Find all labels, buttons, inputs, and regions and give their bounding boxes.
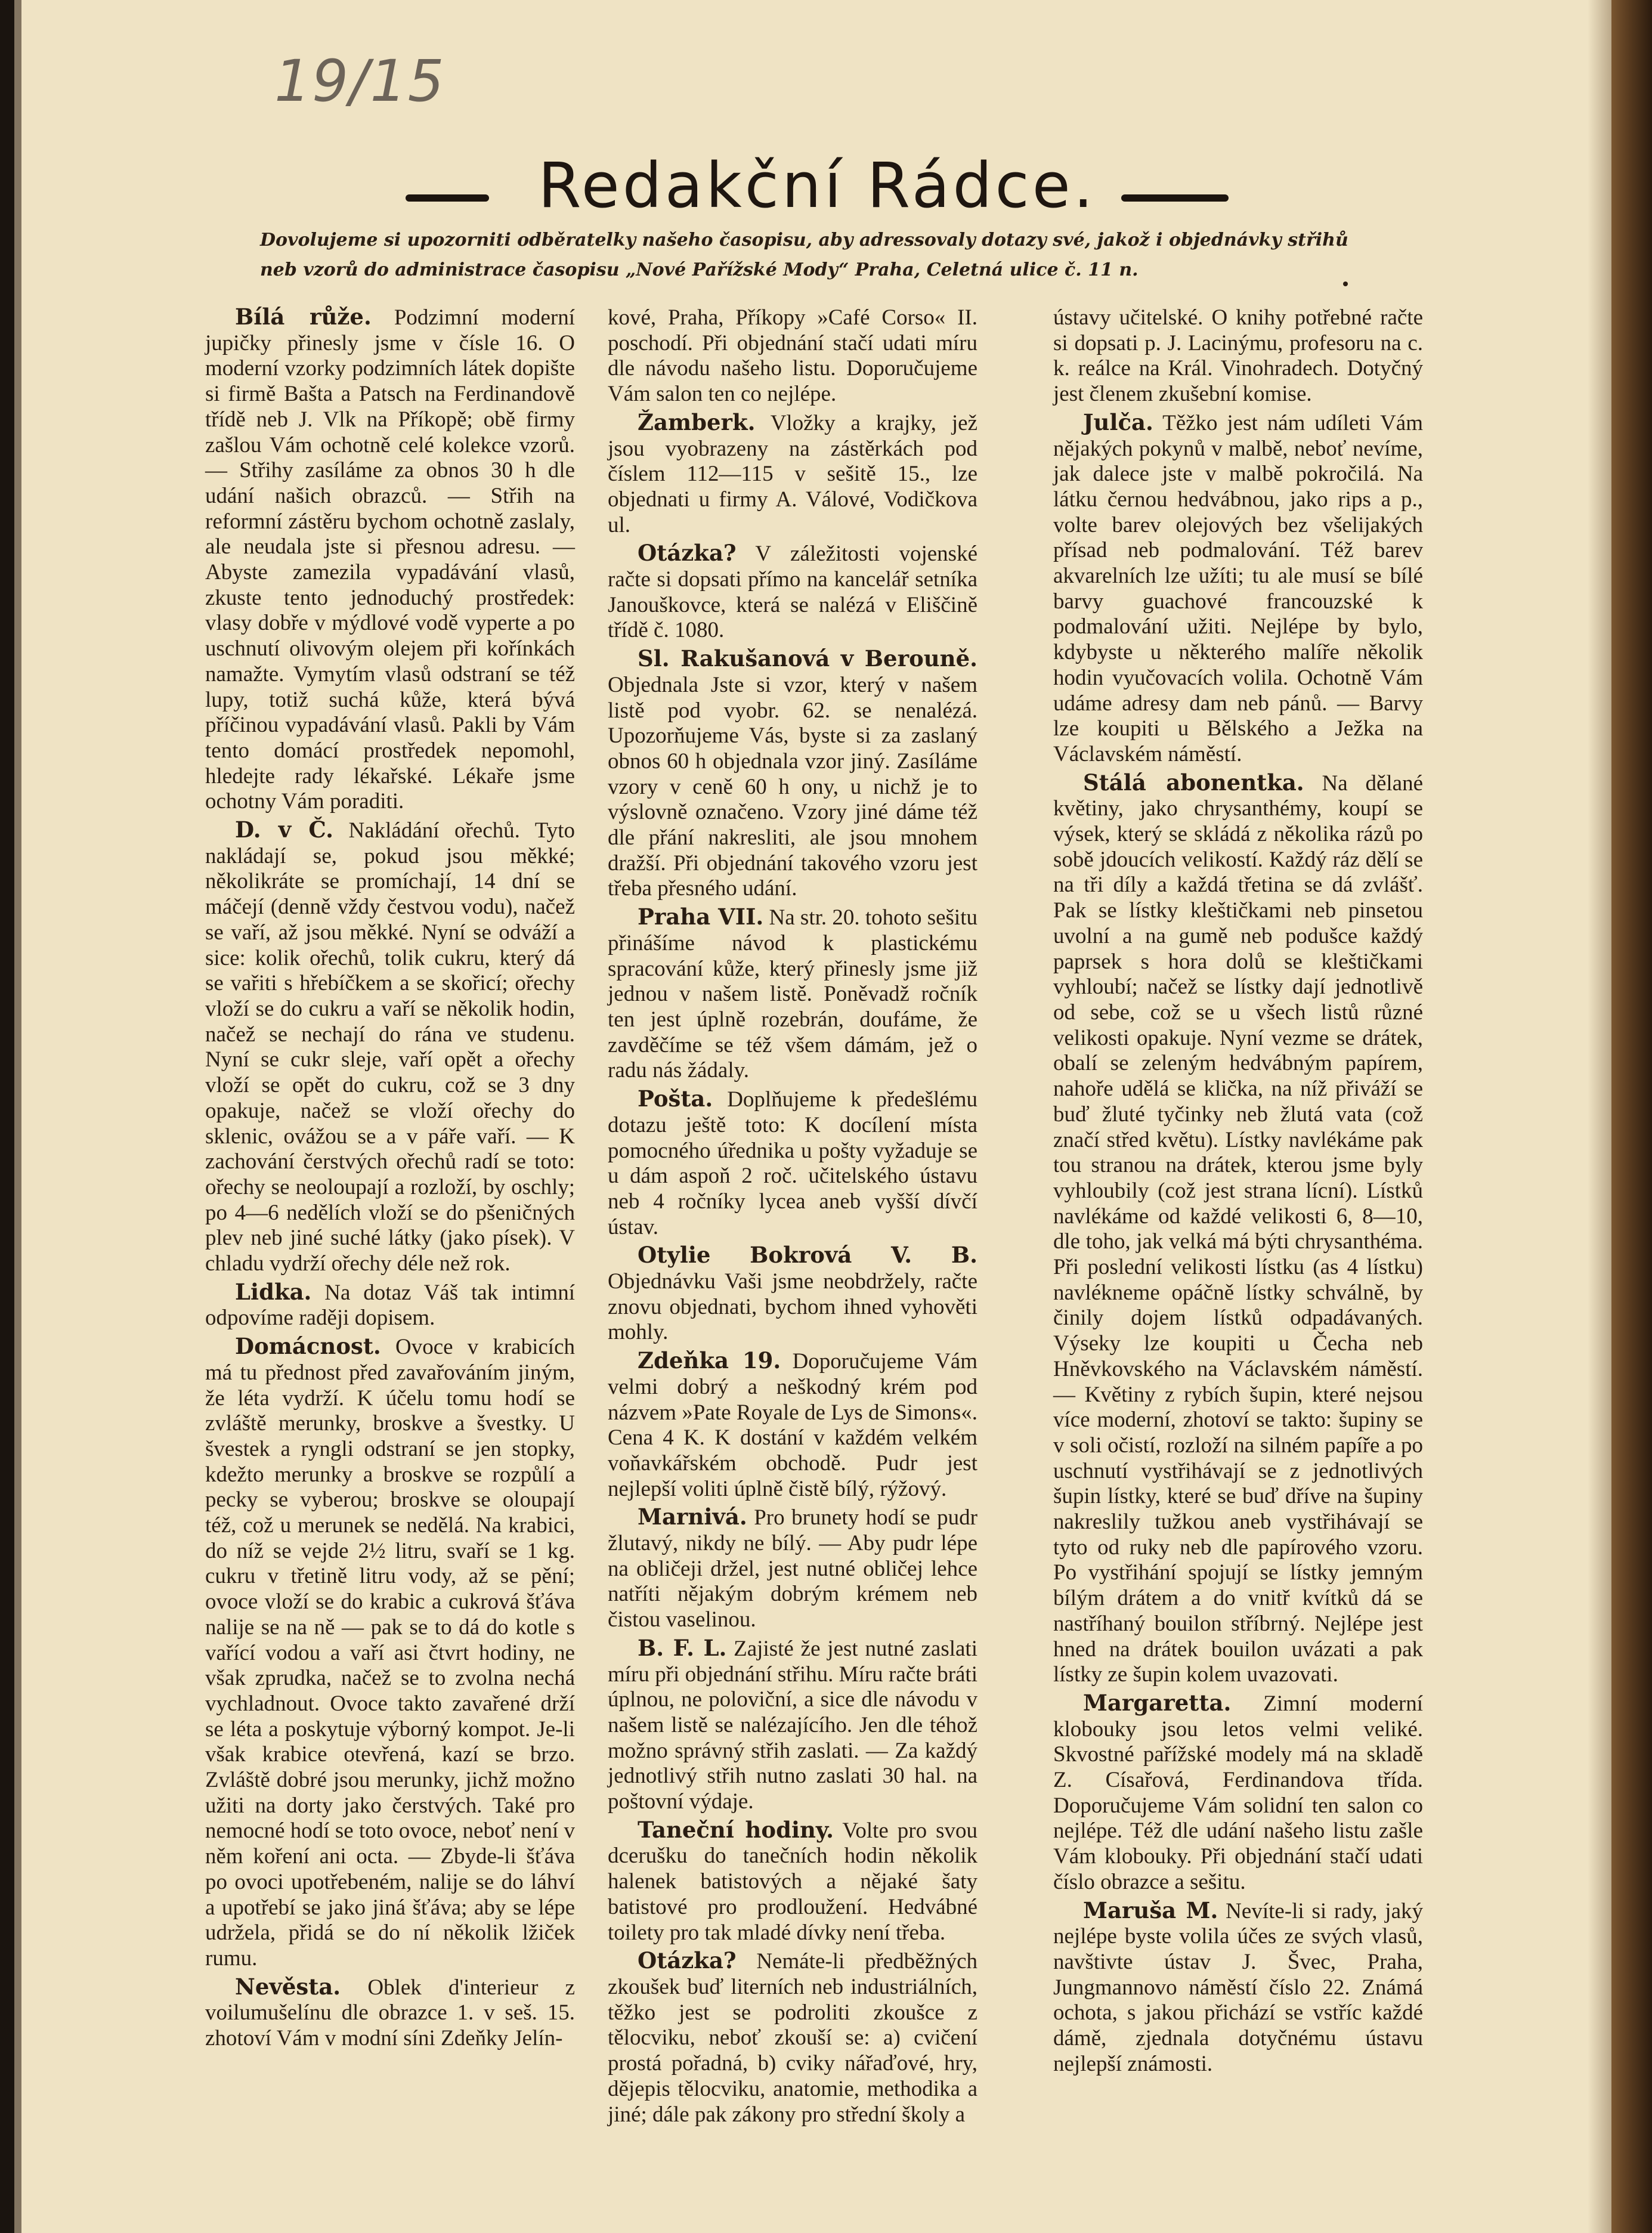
- entry-text: Oblek d'interieur z voilumušelínu dle obrazce 1. v seš. 15. zhotoví Vám v modní síni Zdeňky Jelín-: [205, 1975, 575, 2051]
- entry-heading: B. F. L.: [638, 1634, 727, 1661]
- entry-text: Na dotaz Váš tak intimní odpovíme raději dopisem.: [205, 1280, 575, 1331]
- spine-shadow: [1588, 0, 1611, 2233]
- entry-heading: Sl. Rakušanová v Berouně.: [638, 645, 977, 672]
- entry-heading: Otázka?: [638, 540, 737, 567]
- entry-text: kové, Praha, Příkopy »Café Corso« II. poschodí. Při objednání stačí udati míru dle návodu našeho listu. Doporučujeme Vám salon ten co nejlépe.: [608, 305, 977, 407]
- entry-heading: Praha VII.: [638, 904, 764, 930]
- page-binding-edge: [0, 0, 14, 2233]
- entry-heading: Otázka?: [638, 1947, 737, 1974]
- ink-speck: [1343, 282, 1348, 286]
- entry-text: Volte pro svou dcerušku do tanečních hodin několik halenek batistových a nějaké šaty batistové pro prodloužení. Hedvábné toilety pro tak mladé dívky není třeba.: [608, 1818, 977, 1945]
- answer-entry: [608, 410, 977, 539]
- entry-text: Zimní moderní klobouky jsou letos velmi veliké. Skvostné pařížské modely má na skladě Z. Císařová, Ferdinandova třída. Doporučujeme Vám solidní ten salon co nejlépe. Též dle udání našeho listu zašle Vám klobouky. Při objednání stačí udati číslo obrazce a sešitu.: [1053, 1691, 1423, 1894]
- editorial-notice: [260, 225, 1471, 285]
- entry-text: Nevíte-li si rady, jaký nejlépe byste volila účes ze svých vlasů, navštivte ústav J. Švec, Praha, Jungmannovo náměstí číslo 22. Známá ochota, s jakou přichází se vstříc každé dámě, zjednala dotyčnému ústavu nejlepší známosti.: [1053, 1898, 1423, 2076]
- entry-text: Zajisté že jest nutné zaslati míru při objednání střihu. Míru račte bráti úplnou, ne poloviční, a sice dle návodu v našem listě se nalézajícího. Jen dle téhož možno správný střih zaslati. — Za každý jednotlivý střih nutno zaslati 30 hal. na poštovní výdaje.: [608, 1636, 977, 1814]
- entry-heading: Otylie Bokrová V. B.: [638, 1242, 977, 1269]
- entry-heading: Julča.: [1083, 409, 1153, 435]
- title-rule-right: [1121, 194, 1229, 202]
- answer-entry: [608, 646, 977, 902]
- title-block: [406, 149, 1229, 227]
- entry-text: Objednala Jste si vzor, který v našem listě pod vyobr. 62. se nenalézá. Upozorňujeme Vás, byste si za zaslaný obnos 60 h objednala vzor jiný. Zasíláme vzory v ceně 60 h ony, u nichž je to výslovně označeno. Vzory jiné dáme též dle přání nakresliti, ale jsou mnohem dražší. Při objednání takového vzoru jest třeba přesného udání.: [608, 672, 977, 901]
- entry-heading: Zdeňka 19.: [638, 1347, 781, 1374]
- answer-entry: [608, 1504, 977, 1633]
- handwritten-page-mark: 19/15: [274, 48, 446, 115]
- answer-entry: [1053, 770, 1423, 1688]
- notice-line-2: neb vzorů do administrace časopisu „Nové Pařížské Mody“ Praha, Celetná ulice č. 11 n.: [260, 259, 1139, 280]
- entry-text: Nakládání ořechů. Tyto nakládají se, pokud jsou měkké; několikráte se promíchají, 14 dní se máčejí (denně vždy čestvou vodu), načež se vaří, až jsou měkké. Nyní se odváží a sice: kolik ořechů, tolik cukru, který dá se vařiti s hřebíčkem a se skořicí; ořechy vloží se do cukru a vaří se několik hodin, načež se nechají do rána ve studenu. Nyní se cukr sleje, vaří opět a ořechy vloží se opět do cukru, což se 3 dny opakuje, načež se vloží ořechy do sklenic, ovážou se a v páře vaří. — K zachování čerstvých ořechů radí se toto: ořechy se neoloupají a rozloží, by oschly; po 4—6 nedělích vloží se do pšeničných plev neb jiné suché látky (jako písek). V chladu vydrží ořechy déle než rok.: [205, 818, 575, 1276]
- entry-text: Doplňujeme k předešlému dotazu ještě toto: K docílení místa pomocného úřednika u pošty vyžaduje se u dám aspoň 2 roč. učitelského ústavu neb 4 ročníky lycea aneb vyšší dívčí ústav.: [608, 1087, 977, 1239]
- answer-entry: [1053, 1690, 1423, 1895]
- answer-entry: [608, 1635, 977, 1815]
- entry-heading: Pošta.: [638, 1085, 713, 1112]
- answer-entry: [608, 1817, 977, 1946]
- column-3: [1053, 304, 1423, 2080]
- page-gutter-shadow: [14, 0, 21, 2233]
- page-title: Redakční Rádce.: [538, 149, 1096, 222]
- entry-text: Objednávku Vaši jsme neobdržely, račte znovu objednati, bychom ihned vyhověti mohly.: [608, 1269, 977, 1345]
- entry-heading: Marnivá.: [638, 1504, 747, 1530]
- entry-heading: D. v Č.: [235, 817, 334, 843]
- entry-heading: Margaretta.: [1083, 1689, 1232, 1716]
- answer-entry: [205, 1279, 575, 1331]
- answer-entry: [205, 817, 575, 1277]
- entry-heading: Domácnost.: [235, 1333, 381, 1360]
- entry-text: Podzimní moderní jupičky přinesly jsme v čísle 16. O moderní vzorky podzimních látek dopište si firmě Bašta a Patsch na Ferdinandově třídě neb J. Vlk na Příkopě; obě firmy zašlou Vám ochotně celé kolekce vzorů. — Střihy zasíláme za obnos 30 h dle udání našich obrazců. — Střih na reformní zástěru bychom ochotně zaslaly, ale neudala jste si přesnou adresu. — Abyste zamezila vypadávání vlasů, zkuste tento jednoduchý prostředek: vlasy dobře v mýdlové vodě vyperte a po uschnutí olivovým olejem při kořínkách namažte. Vymytím vlasů odstraní se též lupy, totiž suchá kůže, která bývá příčinou vypadávání vlasů. Pakli by Vám tento domácí prostředek nepomohl, hledejte rady lékařské. Lékaře jsme ochotny Vám poraditi.: [205, 305, 575, 814]
- column-2: [608, 304, 977, 2130]
- entry-text: Pro brunety hodí se pudr žlutavý, nikdy ne bílý. — Aby pudr lépe na obličeji držel, jest nutné obličej lehce natříti nějakým dobrým krémem neb čistou vaselinou.: [608, 1505, 977, 1632]
- answer-entry: [205, 1974, 575, 2052]
- entry-text: Na str. 20. tohoto sešitu přinášíme návod k plastickému spracování kůže, který přinesly jsme již jednou v našem listě. Poněvadž ročník ten jest úplně rozebrán, doufáme, že zavděčíme se též všem dámám, jež o radu nás žádaly.: [608, 905, 977, 1083]
- entry-text: Doporučujeme Vám velmi dobrý a neškodný krém pod názvem »Pate Royale de Lys de Simons«. Cena 4 K. K dostání v každém velkém voňavkářském obchodě. Pudr jest nejlepší voliti úplně čistě bílý, rýžový.: [608, 1349, 977, 1501]
- answer-entry: [1053, 410, 1423, 768]
- answer-entry: [608, 904, 977, 1084]
- entry-heading: Taneční hodiny.: [638, 1816, 834, 1843]
- entry-text: ústavy učitelské. O knihy potřebné račte si dopsati p. J. Lacinýmu, profesoru na c. k. reálce na Král. Vinohradech. Dotyčný jest členem zkušební komise.: [1053, 305, 1423, 407]
- answer-entry: [1053, 1898, 1423, 2077]
- answer-entry: [608, 540, 977, 644]
- entry-text: V záležitosti vojenské račte si dopsati přímo na kancelář setníka Janouškovce, která se nalézá v Eliščině třídě č. 1080.: [608, 542, 977, 643]
- entry-text: Těžko jest nám udíleti Vám nějakých pokynů v malbě, neboť nevíme, jak dalece jste v malbě pokročilá. Na látku černou hedvábnou, jako rips a p., volte barev olejových bez všelijakých přísad neb podmalování. Též barev akvarelních lze užíti; tu ale musí se bílé barvy guachové francouzské k podmalování užiti. Nejlépe by bylo, kdybyste u některého malíře několik hodin vyučovacích volila. Ochotně Vám udáme adresy dam neb pánů. — Barvy lze koupiti u Bělského a Ježka na Václavském náměstí.: [1053, 410, 1423, 766]
- notice-line-1: Dovolujeme si upozorniti odběratelky našeho časopisu, aby adressovaly dotazy své, jakož i objednávky střihů: [260, 230, 1348, 250]
- entry-heading: Nevěsta.: [235, 1973, 341, 2000]
- book-spine: [1611, 0, 1652, 2233]
- entry-heading: Maruša M.: [1083, 1897, 1218, 1923]
- answer-entry: [608, 1948, 977, 2127]
- entry-text: Na dělané květiny, jako chrysanthémy, koupí se výsek, který se skládá z několika rázů po sobě jdoucích velikostí. Každý ráz dělí se na tři díly a každá třetina se dá zvlášť. Pak se lístky kleštičkami neb pinsetou uvolní a na gumě neb podušce každý paprsek s hora dolů se kleštičkami vyhloubí; načež se lístky dají jednotlivě od sebe, což se u všech listů různé velikosti opakuje. Nyní vezme se drátek, obalí se zeleným hedvábným papírem, nahoře udělá se klička, na níž přiváží se buď žluté tyčinky neb žlutá vata (což značí střed květu). Lístky navlékáme pak tou stranou na drátek, kterou jsme byly vyhloubily (což jest strana lícní). Lístků navlékáme od každé velikosti 6, 8—10, dle toho, jak velká má býti chrysanthéma. Při poslední velikosti lístku (as 4 lístku) navlékneme opáčně lístky schválně, by činily dojem lístků odpadávaných. Výseky lze koupiti u Čecha neb Hněvkovského na Václavském náměstí. — Květiny z rybích šupin, které nejsou více moderní, zhotoví se takto: šupiny se v soli očistí, rozloží na silném papíře a po uschnutí vystřihávají se z jednotlivých šupin lístky, které se buď dříve na šupiny nakreslily tužkou aneb vystřihávají se tyto od ruky neb dle papírového vzoru. Po vystřihání spojují se lístky jemným bílým drátem a do vnitř kvítků dá se nastříhaný bouilon stříbrný. Nejlépe jest hned na drátek bouilon uvázati a pak lístky ze šupin kolem uvazovati.: [1053, 771, 1423, 1687]
- answer-entry: [608, 1242, 977, 1346]
- entry-text: Nemáte-li předběžných zkoušek buď literních neb industriálních, těžko jest se podroliti zkoušce z tělocviku, neboť zkouší se: a) cvičení prostá pořadná, b) cviky nářaďové, hry, dějepis tělocviku, anatomie, methodika a jiné; dále pak zákony pro střední školy a: [608, 1949, 977, 2127]
- entry-heading: Bílá růže.: [235, 304, 372, 330]
- answer-entry: [608, 1086, 977, 1240]
- answer-entry: [205, 1334, 575, 1972]
- entry-heading: Žamberk.: [638, 409, 756, 435]
- entry-heading: Stálá abonentka.: [1083, 769, 1304, 796]
- answer-entry: [608, 1348, 977, 1502]
- answer-entry: [608, 304, 977, 407]
- entry-heading: Lidka.: [235, 1278, 312, 1305]
- answer-entry: [1053, 304, 1423, 407]
- answer-entry: [205, 304, 575, 815]
- entry-text: Ovoce v krabicích má tu přednost před zavařováním jiným, že léta vydrží. K účelu tomu hodí se zvláště merunky, broskve a švestky. U švestek a ryngli odstraní se jen stopky, kdežto merunky a broskve se rozpůlí a pecky se vyberou; broskve se oloupají též, což u merunek se nedělá. Na krabici, do níž se vejde 2½ litru, svaří se 1 kg. cukru v třetině litru vody, až se pění; ovoce vloží se do krabic a cukrová šťáva nalije se na ně — pak se to dá do kotle s vařící vodou a vaří asi čtvrt hodiny, ne však zprudka, načež se to zvolna nechá vychladnout. Ovoce takto zavařené drží se léta a poskytuje výborný kompot. Je-li však krabice otevřená, kazí se brzo. Zvláště dobré jsou merunky, jichž možno užiti na dorty jako čerstvých. Také pro nemocné hodí se toto ovoce, neboť není v něm koření ani octa. — Zbyde-li šťáva po ovoci upotřebeném, nalije se do láhví a upotřebí se jako jiná šťáva; aby se lépe udržela, přidá se do ní několik lžiček rumu.: [205, 1335, 575, 1971]
- entry-text: Vložky a krajky, jež jsou vyobrazeny na zástěrkách pod číslem 112—115 v sešitě 15., lze objednati u firmy A. Válové, Vodičkova ul.: [608, 410, 977, 537]
- column-1: [205, 304, 575, 2054]
